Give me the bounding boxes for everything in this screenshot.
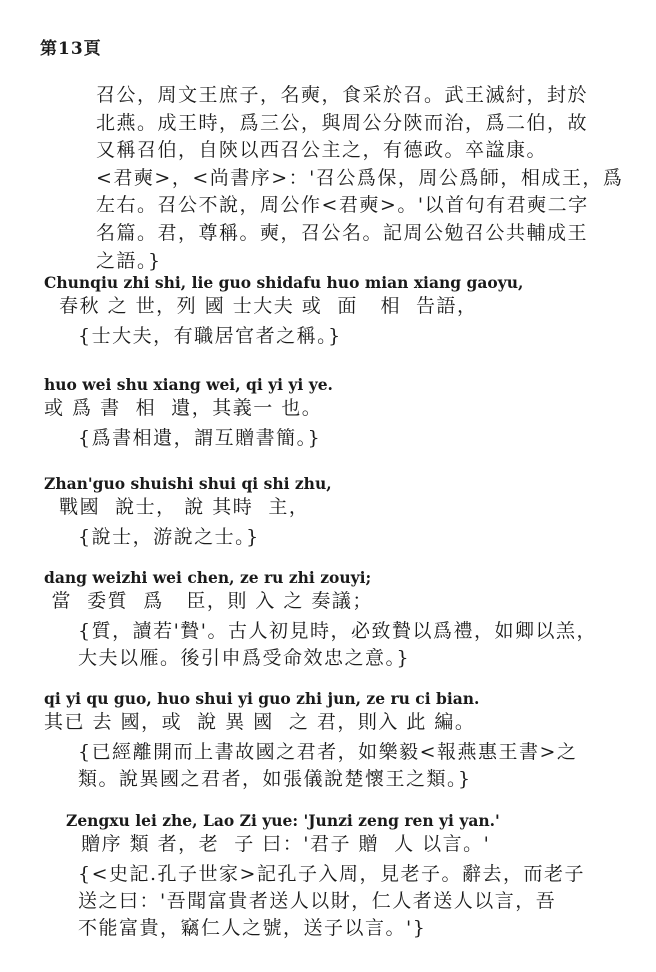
pinyin-line: dang weizhi wei chen, ze ru zhi zouyi; xyxy=(44,568,372,587)
chinese-text-line: 贈序 類 者，老 子 曰：'君子 贈 人 以言。' xyxy=(66,833,491,855)
gloss-note xyxy=(78,861,656,942)
intro-line: 北燕。成王時，爲三公，與周公分陝而治，爲二伯，故 xyxy=(96,111,589,134)
gloss-line: 不能富貴，竊仁人之號，送子以言。'} xyxy=(78,917,427,939)
gloss-line: {質，讀若'贄'。古人初見時，必致贄以爲禮，如卿以羔， xyxy=(78,620,598,642)
pinyin-line: Chunqiu zhi shi, lie guo shidafu huo mian xiang gaoyu, xyxy=(44,273,524,292)
intro-line: 名篇。君，尊稱。奭，召公名。記周公勉召公共輔成王 xyxy=(96,221,589,244)
passage-section-1 xyxy=(44,273,644,350)
gloss-line: {爲書相遺，謂互贈書簡。} xyxy=(78,427,322,449)
intro-paragraph xyxy=(96,82,636,275)
gloss-note xyxy=(78,323,644,350)
passage-section-4 xyxy=(44,568,644,672)
pinyin-line: Zengxu lei zhe, Lao Zi yue: 'Junzi zeng ren yi yan.' xyxy=(66,811,500,830)
intro-line: <君奭>，<尚書序>：'召公爲保，周公爲師，相成王，爲 xyxy=(96,166,624,189)
passage-section-3 xyxy=(44,474,644,551)
gloss-line: 送之曰：'吾聞富貴者送人以財，仁人者送人以言，吾 xyxy=(78,890,557,912)
gloss-note xyxy=(78,524,644,551)
passage-section-2 xyxy=(44,375,644,452)
gloss-note xyxy=(78,739,644,793)
chinese-text-line: 其已 去 國，或 說 異 國 之 君，則入 此 編。 xyxy=(44,711,476,733)
chinese-text-line: 或 爲 書 相 遺，其義一 也。 xyxy=(44,397,323,419)
gloss-line: {已經離開而上書故國之君者，如樂毅<報燕惠王書>之 xyxy=(78,741,578,763)
passage-section-5 xyxy=(44,689,644,793)
gloss-line: 類。說異國之君者，如張儀說楚懷王之類。} xyxy=(78,768,472,790)
pinyin-line: qi yi qu guo, huo shui yi guo zhi jun, ze ru ci bian. xyxy=(44,689,480,708)
pinyin-line: Zhan'guo shuishi shui qi shi zhu, xyxy=(44,474,332,493)
gloss-note xyxy=(78,618,644,672)
intro-line: 召公，周文王庶子，名奭，食采於召。武王滅紂，封於 xyxy=(96,84,589,106)
intro-line: 之語。} xyxy=(96,249,162,272)
page-number: 第13頁 xyxy=(40,39,102,59)
chinese-text-line: 當 委質 爲 臣，則 入 之 奏議； xyxy=(44,590,373,612)
chinese-text-line: 戰國 說士， 說 其時 主， xyxy=(44,496,310,518)
passage-section-6 xyxy=(66,811,656,942)
gloss-line: 大夫以雁。後引申爲受命效忠之意。} xyxy=(78,647,411,669)
chinese-text-line: 春秋 之 世，列 國 士大夫 或 面 相 告語， xyxy=(44,295,478,317)
gloss-note xyxy=(78,425,644,452)
intro-line: 又稱召伯，自陝以西召公主之，有德政。卒諡康。 xyxy=(96,139,548,162)
intro-line: 左右。召公不說，周公作<君奭>。'以首句有君奭二字 xyxy=(96,194,589,217)
gloss-line: {士大夫，有職居官者之稱。} xyxy=(78,325,342,347)
pinyin-line: huo wei shu xiang wei, qi yi yi ye. xyxy=(44,375,333,394)
gloss-line: {說士，游說之士。} xyxy=(78,526,260,548)
gloss-line: {<史記.孔子世家>記孔子入周，見老子。辭去，而老子 xyxy=(78,863,585,885)
